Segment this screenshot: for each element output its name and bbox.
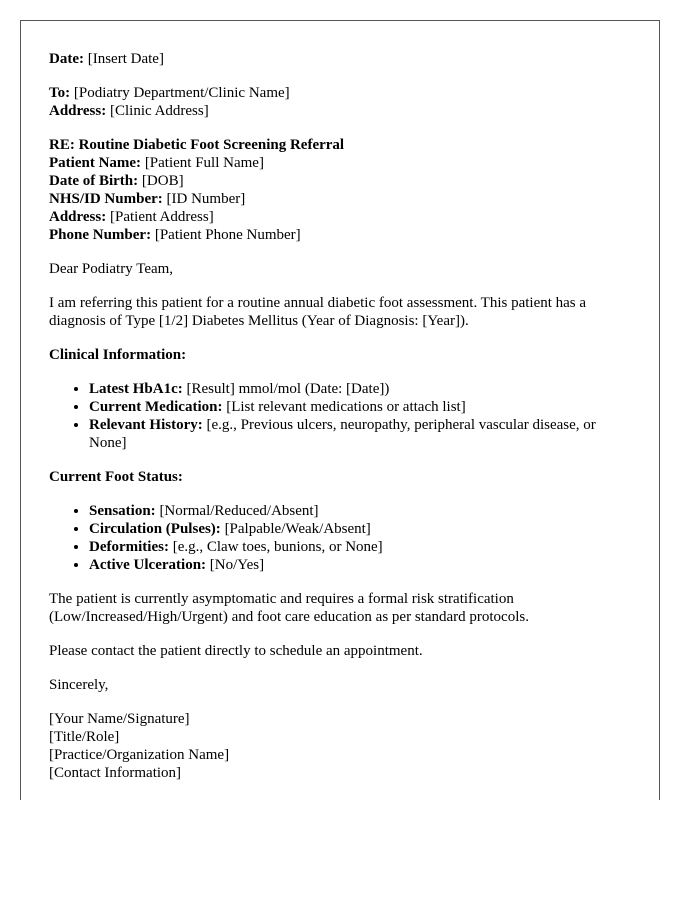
nhs-id-value: [ID Number]: [166, 191, 246, 207]
recipient-address-line: [49, 102, 631, 120]
phone-label: Phone Number:: [49, 227, 152, 243]
signature-name: [Your Name/Signature]: [49, 711, 190, 727]
salutation: Dear Podiatry Team,: [49, 261, 174, 277]
phone-value: [Patient Phone Number]: [154, 227, 301, 243]
clinical-info-heading: Clinical Information:: [49, 347, 187, 363]
list-item: [89, 380, 631, 398]
sensation-value: [Normal/Reduced/Absent]: [159, 503, 319, 519]
clinical-info-list: [49, 380, 631, 452]
deformities-label: Deformities:: [89, 539, 169, 555]
patient-address-value: [Patient Address]: [109, 209, 214, 225]
sensation-label: Sensation:: [89, 503, 156, 519]
summary-paragraph: The patient is currently asymptomatic and requires a formal risk stratification (Low/Increased/High/Urgent) and foot care education as per standard protocols.: [49, 591, 529, 625]
medication-value: [List relevant medications or attach list]: [226, 399, 466, 415]
recipient-block: [49, 84, 631, 120]
circulation-label: Circulation (Pulses):: [89, 521, 221, 537]
ulceration-label: Active Ulceration:: [89, 557, 207, 573]
patient-address-label: Address:: [49, 209, 107, 225]
medication-label: Current Medication:: [89, 399, 223, 415]
hba1c-label: Latest HbA1c:: [89, 381, 183, 397]
list-item: [89, 538, 631, 556]
patient-name-line: [49, 154, 631, 172]
history-value: [e.g., Previous ulcers, neuropathy, peripheral vascular disease, or None]: [89, 417, 596, 451]
list-item: [89, 416, 631, 452]
patient-details-block: [49, 136, 631, 244]
dob-line: [49, 172, 631, 190]
deformities-value: [e.g., Claw toes, bunions, or None]: [172, 539, 383, 555]
to-value: [Podiatry Department/Clinic Name]: [73, 85, 290, 101]
foot-status-heading: Current Foot Status:: [49, 469, 183, 485]
signature-practice: [Practice/Organization Name]: [49, 747, 230, 763]
ulceration-value: [No/Yes]: [209, 557, 265, 573]
date-label: Date:: [49, 51, 84, 67]
nhs-id-line: [49, 190, 631, 208]
list-item: [89, 502, 631, 520]
recipient-line: [49, 84, 631, 102]
nhs-id-label: NHS/ID Number:: [49, 191, 163, 207]
letter-date: [49, 50, 631, 68]
request-paragraph: Please contact the patient directly to schedule an appointment.: [49, 643, 423, 659]
patient-name-value: [Patient Full Name]: [144, 155, 264, 171]
list-item: [89, 398, 631, 416]
clinic-address-label: Address:: [49, 103, 107, 119]
history-label: Relevant History:: [89, 417, 203, 433]
clinic-address-value: [Clinic Address]: [109, 103, 209, 119]
patient-address-line: [49, 208, 631, 226]
closing: Sincerely,: [49, 677, 109, 693]
dob-value: [DOB]: [141, 173, 184, 189]
intro-paragraph: I am referring this patient for a routine annual diabetic foot assessment. This patient has a diagnosis of Type [1/2] Diabetes Mellitus (Year of Diagnosis: [Year]).: [49, 295, 587, 329]
date-value: [Insert Date]: [87, 51, 164, 67]
hba1c-value: [Result] mmol/mol (Date: [Date]): [186, 381, 390, 397]
signature-contact: [Contact Information]: [49, 765, 182, 781]
foot-status-list: [49, 502, 631, 574]
referral-letter: [20, 20, 660, 800]
phone-line: [49, 226, 631, 244]
to-label: To:: [49, 85, 71, 101]
signature-block: [49, 710, 631, 782]
dob-label: Date of Birth:: [49, 173, 139, 189]
subject-line: RE: Routine Diabetic Foot Screening Referral: [49, 137, 345, 153]
patient-name-label: Patient Name:: [49, 155, 142, 171]
list-item: [89, 556, 631, 574]
circulation-value: [Palpable/Weak/Absent]: [224, 521, 371, 537]
signature-title: [Title/Role]: [49, 729, 120, 745]
list-item: [89, 520, 631, 538]
